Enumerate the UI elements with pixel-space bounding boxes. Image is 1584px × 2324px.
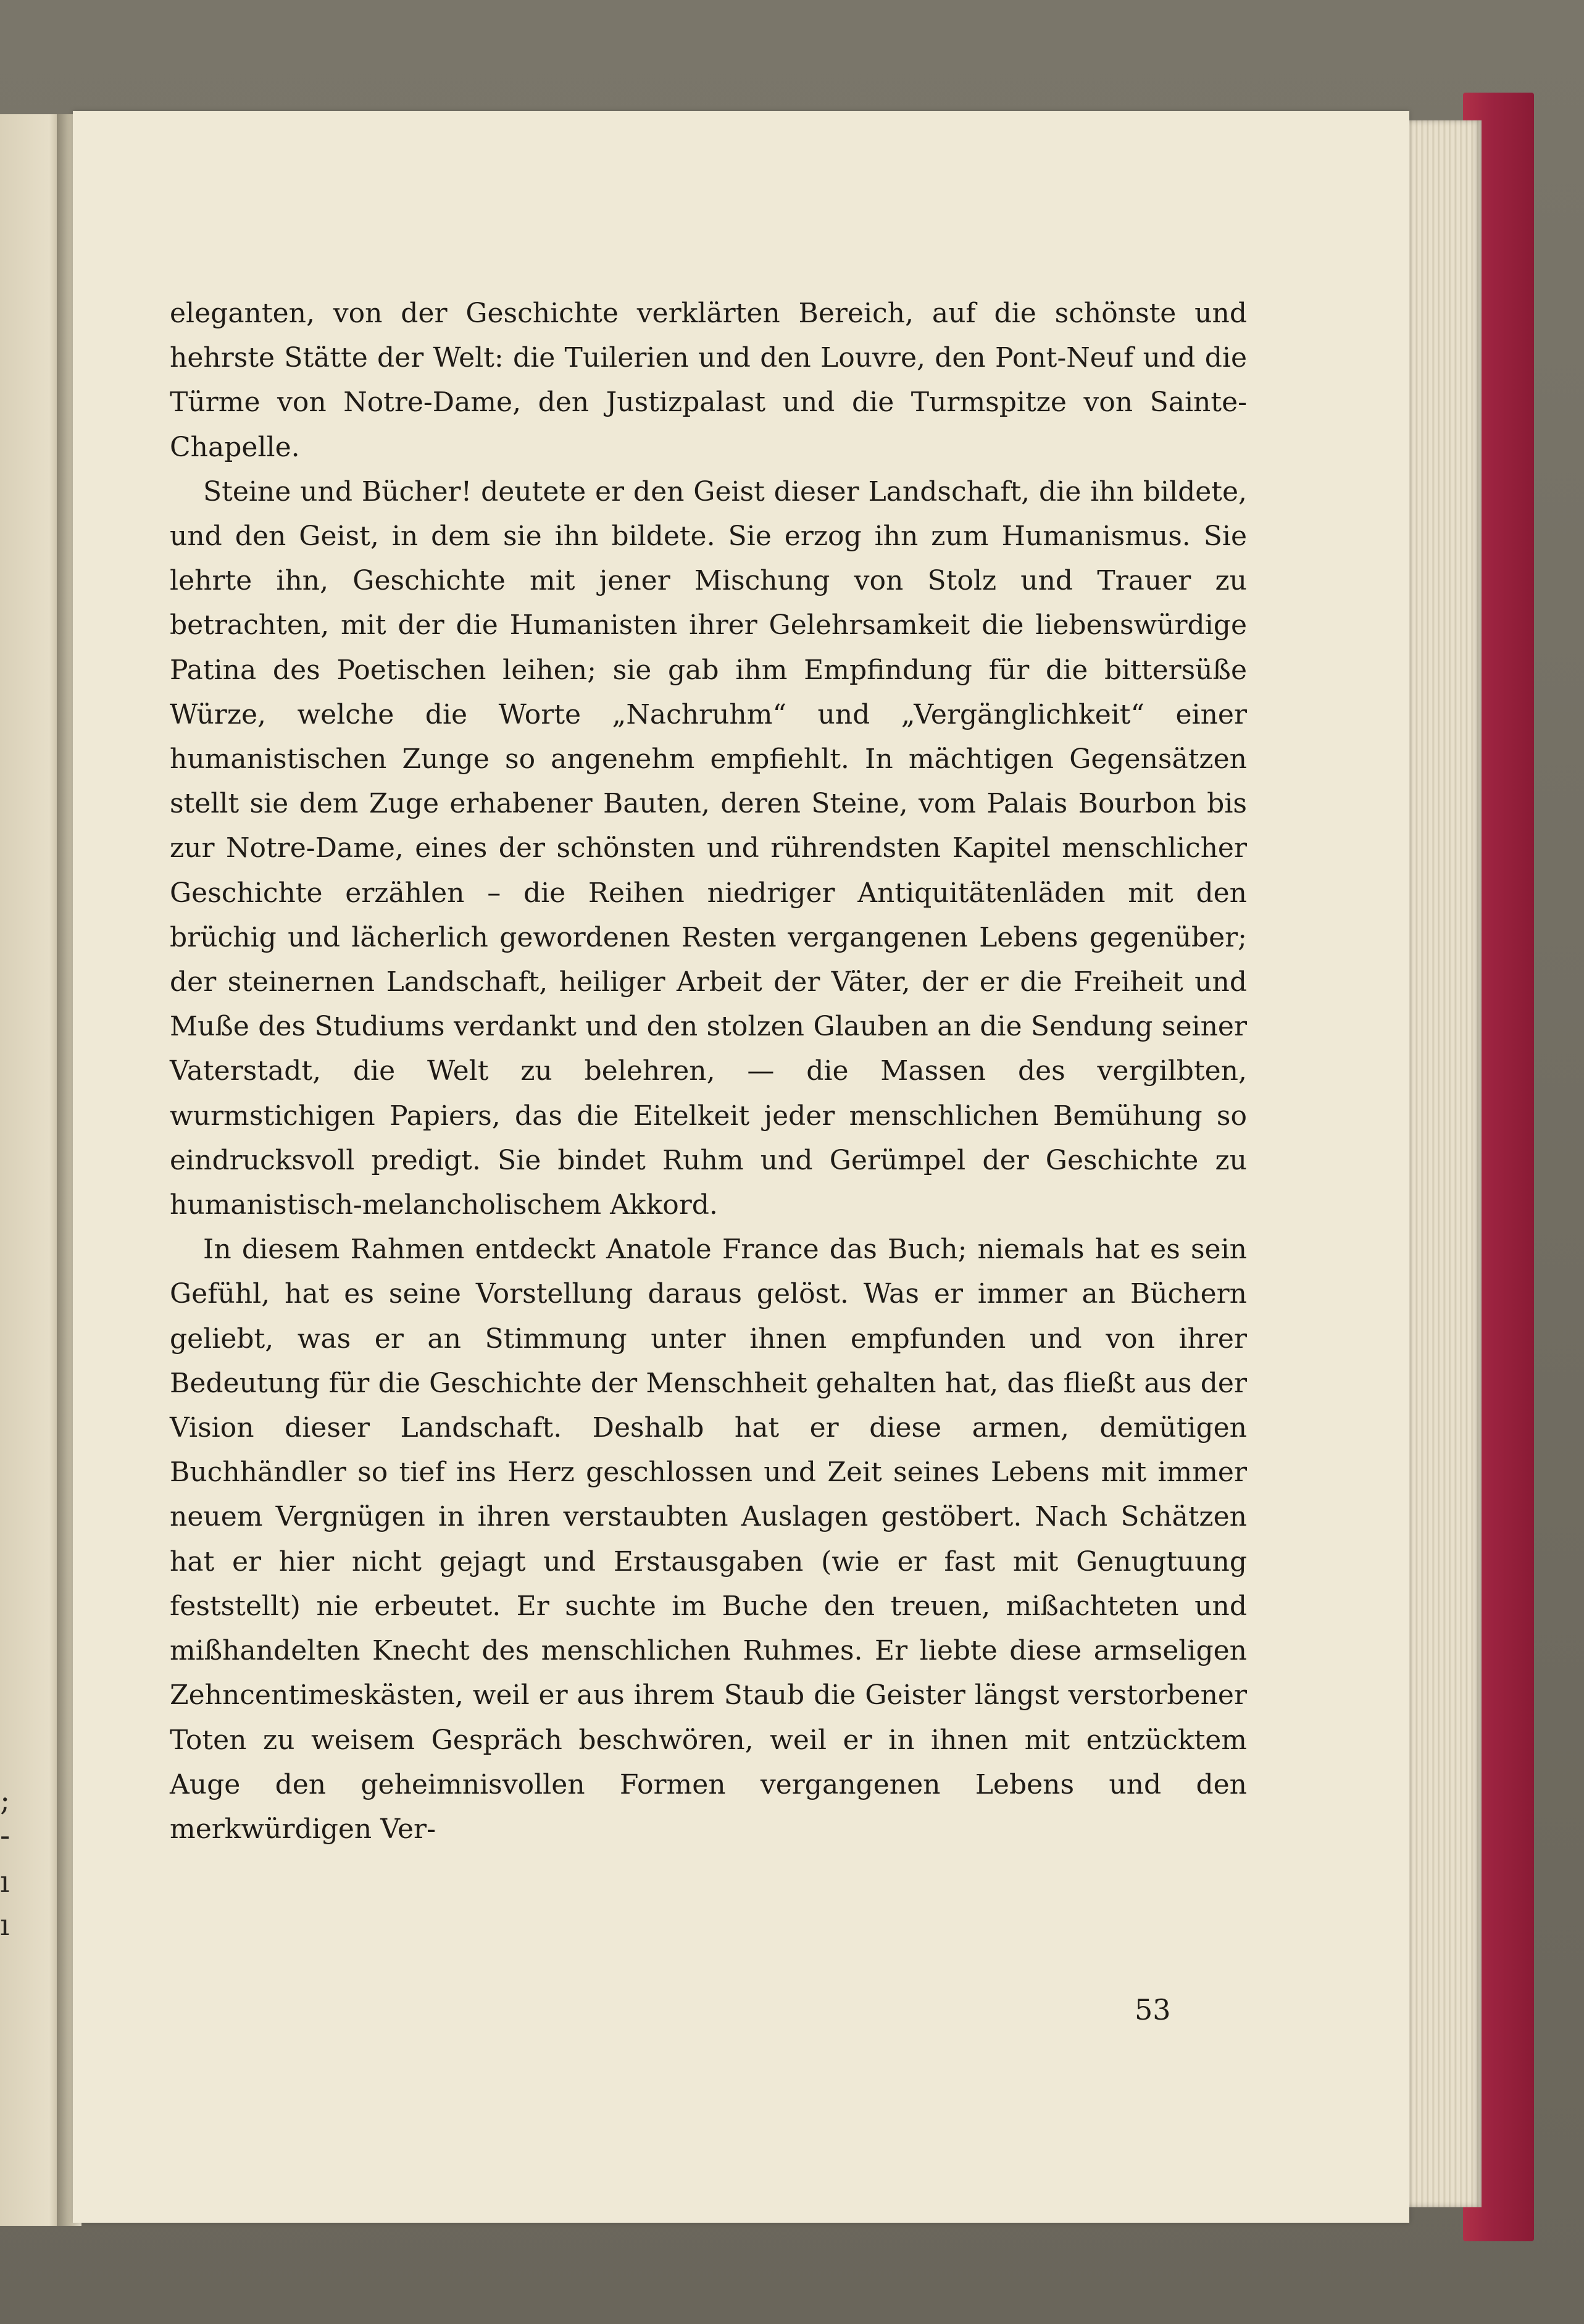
paragraph: In diesem Rahmen entdeckt Anatole France das Buch; niemals hat es sein Gefühl, hat es seine Vorstellung daraus gelöst. Was er immer an Büchern geliebt, was er an Stimmung unter ihnen empfunden und von ihrer Bedeutung für die Geschichte der Menschheit gehalten hat, das fließt aus der Vision dieser Landschaft. Deshalb hat er diese armen, demütigen Buchhändler so tief ins Herz geschlossen und Zeit seines Lebens mit immer neuem Vergnügen in ihren verstaubten Auslagen gestöbert. Nach Schätzen hat er hier nicht gejagt und Erstausgaben (wie er fast mit Genugtuung feststellt) nie erbeutet. Er suchte im Buche den treuen, mißachteten und mißhandelten Knecht des menschlichen Ruhmes. Er liebte diese armseligen Zehncentimeskästen, weil er aus ihrem Staub die Geister längst verstorbener Toten zu weisem Gespräch beschwören, weil er in ihnen mit entzücktem Auge den geheimnisvollen Formen vergangenen Lebens und den merkwürdigen Ver-: [170, 1234, 1247, 1845]
facing-page-fragment: ;: [0, 1783, 10, 1818]
page-stack-edge: [1401, 120, 1482, 2207]
facing-page-fragment: ı: [0, 1908, 10, 1942]
paragraph: eleganten, von der Geschichte verklärten Bereich, auf die schönste und hehrste Stätte der Welt: die Tuilerien und den Louvre, den Pont-Neuf und die Türme von Notre-Dame, den Justizpalast und die Turmspitze von Sainte-Chapelle.: [170, 298, 1247, 463]
facing-page-text-fragments: [0, 0, 62, 2324]
page-body: [170, 291, 1247, 1852]
facing-page-fragment: ı: [0, 1865, 10, 1899]
facing-page-fragment: -: [0, 1818, 10, 1853]
book-page: [73, 111, 1409, 2223]
page-number: 53: [1135, 1993, 1171, 2026]
paragraph: Steine und Bücher! deutete er den Geist dieser Landschaft, die ihn bildete, und den Geist, in dem sie ihn bildete. Sie erzog ihn zum Humanismus. Sie lehrte ihn, Geschichte mit jener Mischung von Stolz und Trauer zu betrachten, mit der die Humanisten ihrer Gelehrsamkeit die liebenswürdige Patina des Poetischen leihen; sie gab ihm Empfindung für die bittersüße Würze, welche die Worte „Nachruhm“ und „Vergänglichkeit“ einer humanistischen Zunge so angenehm empfiehlt. In mächtigen Gegensätzen stellt sie dem Zuge erhabener Bauten, deren Steine, vom Palais Bourbon bis zur Notre-Dame, eines der schönsten und rührendsten Kapitel menschlicher Geschichte erzählen – die Reihen niedriger Antiquitätenläden mit den brüchig und lächerlich gewordenen Resten vergangenen Lebens gegenüber; der steinernen Landschaft, heiliger Arbeit der Väter, der er die Freiheit und Muße des Studiums verdankt und den stolzen Glauben an die Sendung seiner Vaterstadt, die Welt zu belehren, — die Massen des vergilbten, wurmstichigen Papiers, das die Eitelkeit jeder menschlichen Bemühung so eindrucksvoll predigt. Sie bindet Ruhm und Gerümpel der Geschichte zu humanistisch-melancholischem Akkord.: [170, 475, 1247, 1221]
